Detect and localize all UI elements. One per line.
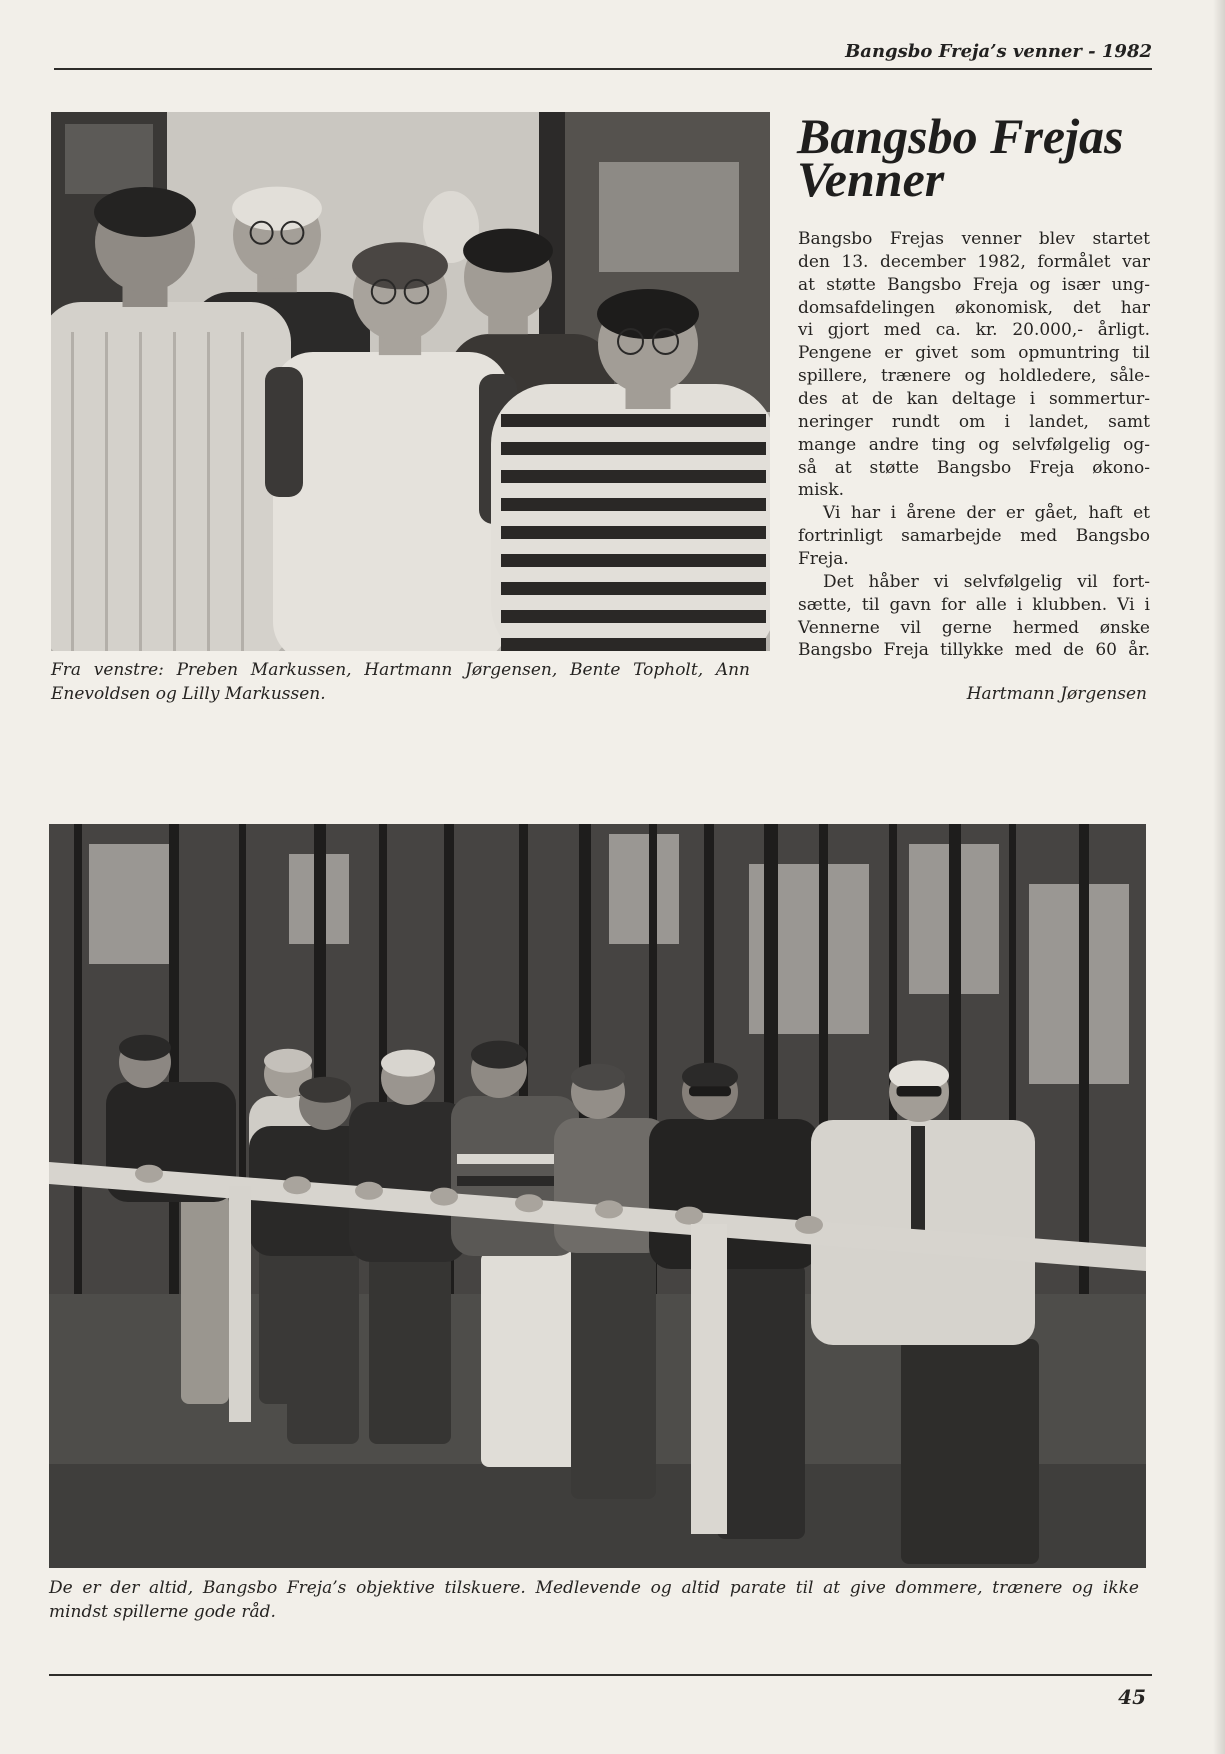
person-legs [481, 1252, 581, 1467]
body-line: neringer rundt om i landet, samt [798, 411, 1150, 432]
shirt-stripe [501, 638, 766, 651]
body-line: domsafdelingen økonomisk, det har [798, 297, 1150, 318]
person-legs [369, 1254, 451, 1444]
hand-on-rail [675, 1207, 703, 1225]
shirt-stripe [71, 332, 74, 651]
fence-post [229, 1186, 251, 1422]
hand-on-rail [283, 1176, 311, 1194]
hand-on-rail [430, 1188, 458, 1206]
person-hair [471, 1041, 527, 1069]
body-line: så at støtte Bangsbo Freja økono- [798, 457, 1150, 478]
sunglasses [689, 1086, 731, 1096]
shirt-stripe [501, 526, 766, 539]
hand-on-rail [355, 1182, 383, 1200]
shirt-stripe [501, 610, 766, 623]
person-hair [571, 1064, 625, 1091]
shirt-stripe [501, 554, 766, 567]
caption-line: mindst spillerne gode råd. [49, 1601, 276, 1622]
door-window [599, 162, 739, 272]
hand-on-rail [135, 1165, 163, 1183]
person-hair [463, 229, 553, 273]
body-line: mange andre ting og selvfølgelig og- [798, 434, 1150, 455]
person-hair [119, 1035, 171, 1061]
author-signature: Hartmann Jørgensen [966, 684, 1147, 704]
body-line: fortrinligt samarbejde med Bangsbo [798, 526, 1150, 547]
body-line: Bangsbo Frejas venner blev startet [798, 229, 1150, 249]
article-title [797, 108, 1124, 207]
caption-line: Fra venstre: Preben Markussen, Hartmann Jørgensen, Bente Topholt, Ann [51, 660, 750, 680]
sleeve [265, 367, 303, 497]
person-hair [264, 1049, 312, 1073]
body-line: Det håber vi selvfølgelig vil fort- [823, 571, 1150, 592]
group-portrait-photo [51, 112, 770, 651]
shirt-stripe [105, 332, 108, 651]
running-header: Bangsbo Freja’s venner - 1982 [845, 41, 1152, 62]
fence-post [691, 1224, 727, 1534]
body-line: den 13. december 1982, formålet var [798, 251, 1150, 272]
header-rule [54, 68, 1152, 70]
hand-on-rail [595, 1200, 623, 1218]
person-hair [94, 187, 196, 237]
body-line: Bangsbo Freja tillykke med de 60 år. [798, 640, 1150, 661]
person-hair [299, 1077, 351, 1103]
body-line: Freja. [798, 549, 849, 570]
hand-on-rail [795, 1216, 823, 1234]
shirt-stripe [207, 332, 210, 651]
body-line: Pengene er givet som opmuntring til [798, 343, 1150, 364]
body-line: spillere, trænere og holdledere, såle- [798, 366, 1150, 387]
person-legs [287, 1249, 359, 1444]
shirt-stripe [501, 414, 766, 427]
shirt-stripe [501, 582, 766, 595]
person-legs [901, 1339, 1039, 1564]
person-legs [571, 1244, 656, 1499]
spectators-image [49, 824, 1146, 1568]
article-title-line: Bangsbo Frejas [797, 108, 1124, 164]
person-torso [51, 302, 291, 651]
page-edge-shadow [1213, 0, 1225, 1754]
person-legs [717, 1264, 805, 1539]
body-line: at støtte Bangsbo Freja og især ung- [798, 274, 1150, 295]
page-number: 45 [1118, 1685, 1146, 1709]
group-portrait-image [51, 112, 770, 651]
body-line: sætte, til gavn for alle i klubben. Vi i [798, 594, 1150, 615]
person-hair [352, 242, 448, 289]
sky-gap [609, 834, 679, 944]
person-legs [181, 1194, 229, 1404]
shirt-stripe [241, 332, 244, 651]
spectators-photo [49, 824, 1146, 1568]
sky-gap [89, 844, 179, 964]
article-body [798, 228, 1150, 662]
necktie [911, 1126, 925, 1236]
shirt-stripe [501, 470, 766, 483]
sunglasses [897, 1086, 942, 1097]
body-line: Vennerne vil gerne hermed ønske [798, 617, 1150, 638]
person-torso [273, 352, 509, 651]
body-line: des at de kan deltage i sommertur- [798, 389, 1150, 410]
article-title-line: Venner [797, 151, 945, 207]
spectators-caption [49, 1577, 1139, 1624]
body-line: misk. [798, 480, 844, 501]
body-line: Vi har i årene der er gået, haft et [823, 503, 1150, 524]
person-hair [597, 289, 699, 339]
portrait-caption [51, 659, 750, 706]
footer-rule [49, 1674, 1152, 1676]
person-hair [232, 187, 322, 231]
person-hair [381, 1050, 435, 1077]
body-line: vi gjort med ca. kr. 20.000,- årligt. [798, 320, 1150, 341]
shirt-stripe [501, 498, 766, 511]
caption-line: Enevoldsen og Lilly Markussen. [51, 683, 326, 704]
caption-line: De er der altid, Bangsbo Freja’s objektive tilskuere. Medlevende og altid parate til at give dommere, trænere og ikke [49, 1578, 1139, 1598]
shirt-stripe [139, 332, 142, 651]
shirt-stripe [501, 442, 766, 455]
shirt-stripe [173, 332, 176, 651]
hand-on-rail [515, 1194, 543, 1212]
window-pane [65, 124, 153, 194]
person-torso [649, 1119, 819, 1269]
